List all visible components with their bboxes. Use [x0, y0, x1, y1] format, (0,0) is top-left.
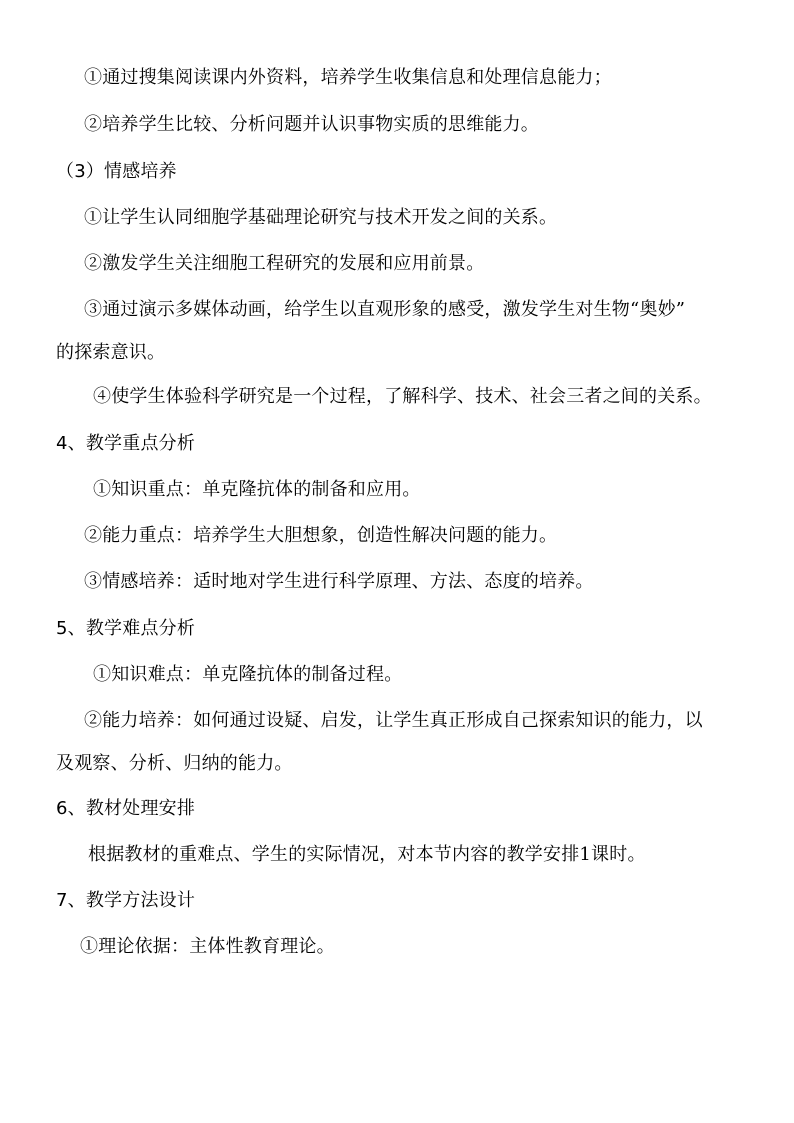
difficulty-ability-continued: 及观察、分析、归纳的能力。 — [56, 753, 293, 774]
difficulty-knowledge: ①知识难点：单克隆抗体的制备过程。 — [93, 664, 403, 685]
key-point-emotion: ③情感培养：适时地对学生进行科学原理、方法、态度的培养。 — [84, 571, 594, 592]
section-heading-material: 6、教材处理安排 — [56, 798, 196, 819]
ability-item-2: ②培养学生比较、分析问题并认识事物实质的思维能力。 — [84, 114, 539, 135]
difficulty-ability: ②能力培养：如何通过设疑、启发，让学生真正形成自己探索知识的能力，以 — [84, 710, 703, 731]
emotion-item-3-continued: 的探索意识。 — [56, 342, 166, 363]
ability-item-1: ①通过搜集阅读课内外资料，培养学生收集信息和处理信息能力； — [84, 67, 612, 88]
key-point-ability: ②能力重点：培养学生大胆想象，创造性解决问题的能力。 — [84, 525, 558, 546]
key-point-knowledge: ①知识重点：单克隆抗体的制备和应用。 — [93, 479, 421, 500]
section-heading-difficulties: 5、教学难点分析 — [56, 618, 196, 639]
material-arrangement: 根据教材的重难点、学生的实际情况，对本节内容的教学安排1课时。 — [88, 844, 646, 865]
section-heading-key-points: 4、教学重点分析 — [56, 433, 196, 454]
emotion-item-1: ①让学生认同细胞学基础理论研究与技术开发之间的关系。 — [84, 207, 558, 228]
emotion-item-4: ④使学生体验科学研究是一个过程，了解科学、技术、社会三者之间的关系。 — [93, 386, 712, 407]
section-heading-emotion: （3）情感培养 — [56, 161, 177, 182]
emotion-item-2: ②激发学生关注细胞工程研究的发展和应用前景。 — [84, 253, 485, 274]
emotion-item-3: ③通过演示多媒体动画，给学生以直观形象的感受，激发学生对生物“奥妙” — [84, 299, 686, 320]
section-heading-methods: 7、教学方法设计 — [56, 890, 196, 911]
method-theory-basis: ①理论依据：主体性教育理论。 — [80, 936, 335, 957]
